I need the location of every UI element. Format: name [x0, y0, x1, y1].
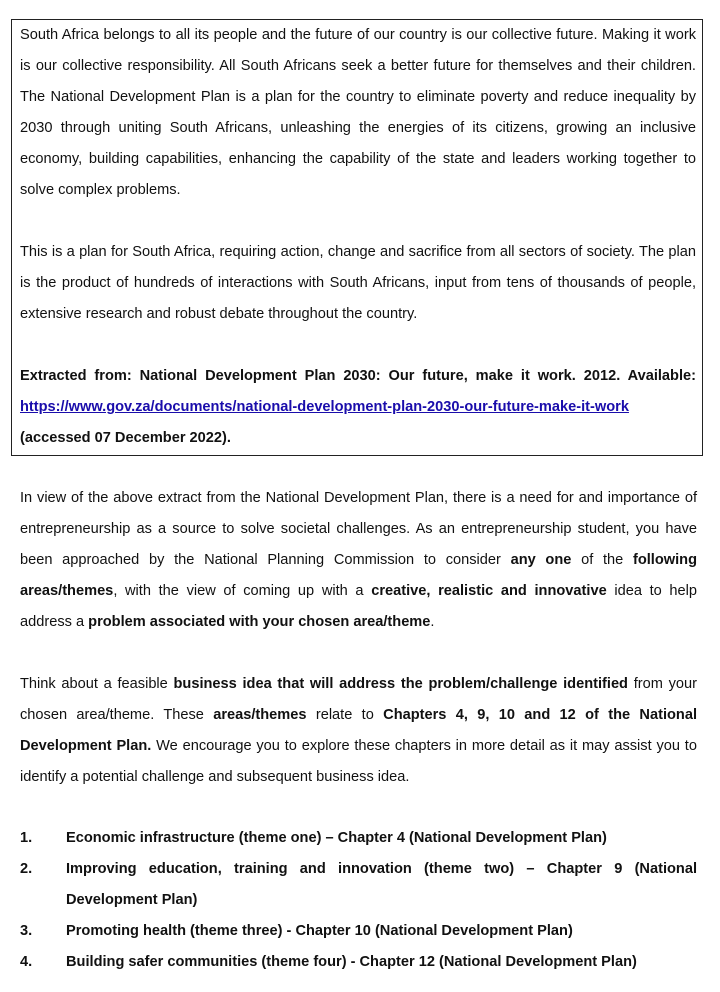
- p1-text-c: of the: [571, 552, 633, 568]
- p1-text-g: idea to help address a: [20, 583, 697, 630]
- list-item-text: Building safer communities (theme four) - Chapter 12 (National Development Plan): [66, 954, 637, 970]
- source-prefix: Extracted from: National Development Plan 2030: Our future, make it work. 2012. Available:: [20, 368, 696, 384]
- p2-text-e: relate to: [306, 707, 384, 723]
- p1-text-i: .: [430, 614, 435, 630]
- instructions-paragraph-1: [20, 483, 697, 638]
- list-item: [20, 916, 697, 947]
- source-suffix: (accessed 07 December 2022).: [20, 430, 231, 446]
- p2-bold-areas: areas/themes: [213, 707, 307, 723]
- p2-bold-business-idea: business idea that will address the problem/challenge identified: [173, 676, 628, 692]
- list-item: [20, 823, 697, 854]
- list-item-number: 4.: [20, 954, 33, 970]
- list-item-text: Improving education, training and innovation (theme two) – Chapter 9 (National Development Plan): [66, 861, 697, 908]
- p2-text-a: Think about a feasible: [20, 676, 174, 692]
- p2-text-g: We encourage you to explore these chapters in more detail as it may assist you to identify a potential challenge and subsequent business idea.: [20, 738, 697, 785]
- list-item-text: Promoting health (theme three) - Chapter 10 (National Development Plan): [66, 923, 573, 939]
- p1-bold-creative: creative, realistic and innovative: [371, 583, 607, 599]
- list-item: [20, 854, 697, 916]
- list-item-number: 1.: [20, 830, 33, 846]
- p1-bold-areas: following areas/themes: [20, 552, 698, 599]
- p1-bold-problem: problem associated with your chosen area/theme: [88, 614, 431, 630]
- extract-paragraph-2: This is a plan for South Africa, requiring action, change and sacrifice from all sectors of society. The plan is the product of hundreds of interactions with South Africans, input from tens of thousands of people, extensive research and robust debate throughout the country.: [20, 244, 696, 322]
- p1-bold-any-one: any one: [510, 552, 572, 568]
- list-item: [20, 947, 697, 978]
- source-link[interactable]: https://www.gov.za/documents/national-development-plan-2030-our-future-make-it-work: [20, 399, 629, 415]
- p2-text-c: from your chosen area/theme. These: [20, 676, 698, 723]
- list-item-number: 2.: [20, 861, 33, 877]
- themes-list: [20, 823, 697, 978]
- list-item-text: Economic infrastructure (theme one) – Chapter 4 (National Development Plan): [66, 830, 607, 846]
- instructions-paragraph-2: [20, 669, 697, 793]
- instructions: [20, 483, 697, 793]
- p2-bold-chapters: Chapters 4, 9, 10 and 12 of the National Development Plan.: [20, 707, 697, 754]
- p1-text-e: , with the view of coming up with a: [113, 583, 372, 599]
- extract-box: [11, 19, 703, 456]
- p1-text-a: In view of the above extract from the National Development Plan, there is a need for and importance of entrepreneurship as a source to solve societal challenges. As an entrepreneurship student, you have been approached by the National Planning Commission to consider: [20, 490, 697, 568]
- extract-source: [20, 361, 696, 454]
- extract-paragraph-1: South Africa belongs to all its people and the future of our country is our collective future. Making it work is our collective responsibility. All South Africans seek a better future for themselves and their children. The National Development Plan is a plan for the country to eliminate poverty and reduce inequality by 2030 through uniting South Africans, unleashing the energies of its citizens, growing an inclusive economy, building capabilities, enhancing the capability of the state and leaders working together to solve complex problems.: [20, 27, 696, 198]
- list-item-number: 3.: [20, 923, 33, 939]
